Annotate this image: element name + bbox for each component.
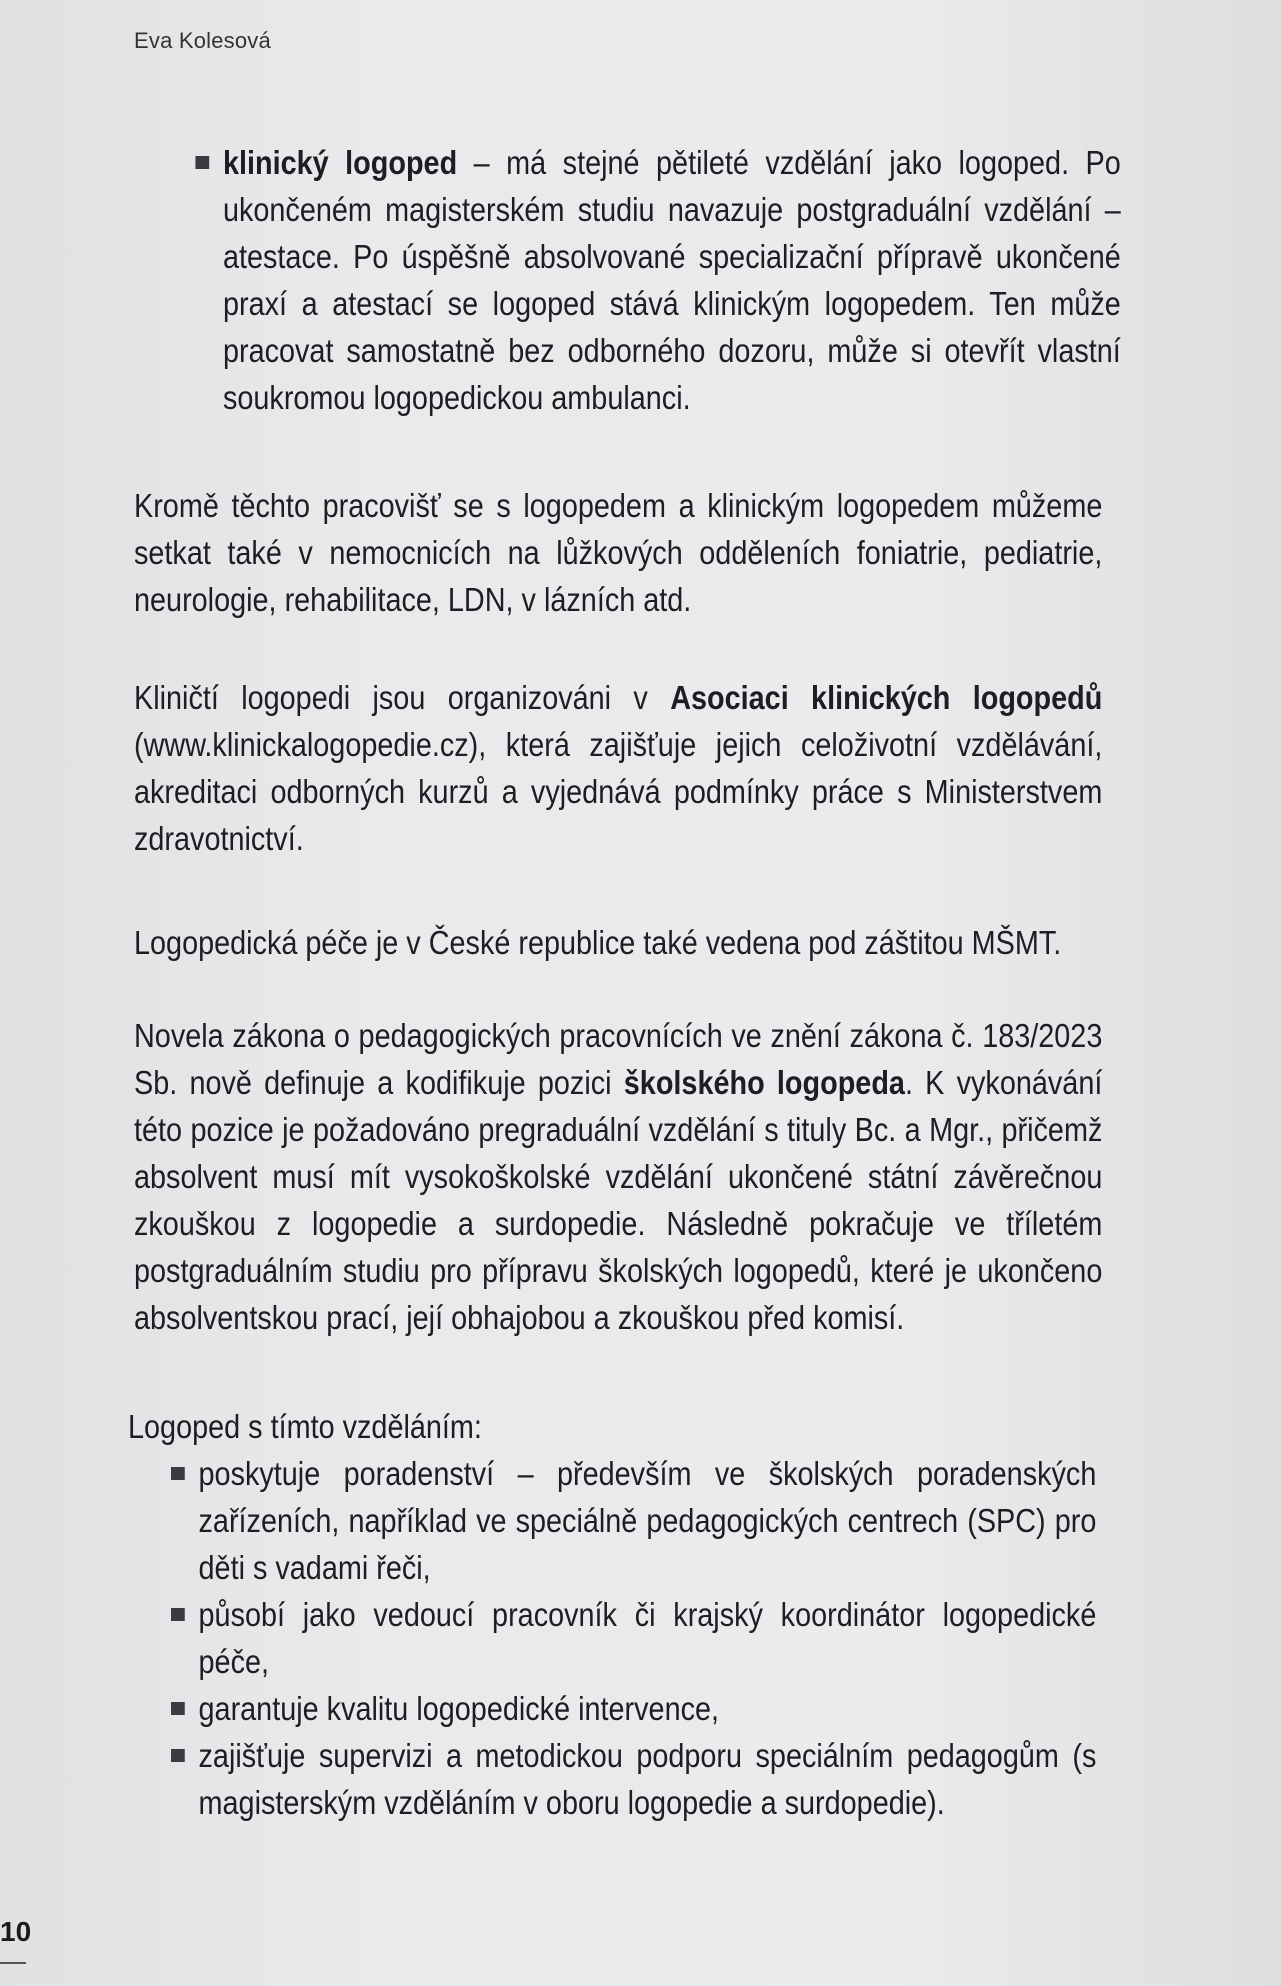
clinical-speech-therapist-section [192,140,1121,422]
list-intro: Logoped s tímto vzděláním: [128,1409,482,1446]
list-item [192,140,1121,422]
paragraph-workplaces: Kromě těchto pracovišť se s logopedem a klinickým logopedem můžeme setkat také v nemocnicích na lůžkových odděleních foniatrie, pediatrie, neurologie, rehabilitace, LDN, v lázních atd. [134,488,1103,619]
page-number-rule [0,1962,26,1964]
running-head-author: Eva Kolesová [134,28,271,53]
list-item: působí jako vedoucí pracovník či krajský koordinátor logopedické péče, [168,1592,1097,1686]
list-item: garantuje kvalitu logopedické intervence, [168,1686,1097,1733]
paragraph-association: Kliničtí logopedi jsou organizováni v Asociaci klinických logopedů (www.klinickalogopedie.cz), která zajišťuje jejich celoživotní vzdělávání, akreditaci odborných kurzů a vyjednává podmínky práce s Ministerstvem zdravotnictví. [134,680,1103,858]
list-item: poskytuje poradenství – především ve školských poradenských zařízeních, například ve speciálně pedagogických centrech (SPC) pro děti s vadami řeči, [168,1451,1097,1592]
duties-section [128,1404,1096,1827]
association-name: Asociaci klinických logopedů [670,680,1103,717]
page-number: 10 [0,1916,32,1947]
term-clinical-speech-therapist: klinický logoped [222,145,458,182]
paragraph-msmt: Logopedická péče je v České republice také vedena pod záštitou MŠMT. [134,925,1062,962]
duties-list [168,1451,1097,1827]
term-definition: – má stejné pětileté vzdělání jako logoped. Po ukončeném magisterském studiu navazuje postgraduální vzdělání – atestace. Po úspěšně absolvované specializační přípravě ukončené praxí a atestací se logoped stává klinickým logopedem. Ten může pracovat samostatně bez odborného dozoru, může si otevřít vlastní soukromou logopedickou ambulanci. [222,145,1121,417]
paragraph-law-amendment: Novela zákona o pedagogických pracovnících ve znění zákona č. 183/2023 Sb. nově definuje a kodifikuje pozici školského logopeda. K vykonávání této pozice je požadováno pregraduální vzdělání s tituly Bc. a Mgr., přičemž absolvent musí mít vysokoškolské vzdělání ukončené státní závěrečnou zkouškou z logopedie a surdopedie. Následně pokračuje ve tříletém postgraduálním studiu pro přípravu školských logopedů, které je ukončeno absolventskou prací, její obhajobou a zkouškou před komisí. [134,1018,1103,1337]
list-item: zajišťuje supervizi a metodickou podporu speciálním pedagogům (s magisterským vzděláním v oboru logopedie a surdopedie). [168,1733,1097,1827]
bullet-list [192,140,1121,422]
school-speech-therapist-term: školského logopeda [623,1065,905,1102]
